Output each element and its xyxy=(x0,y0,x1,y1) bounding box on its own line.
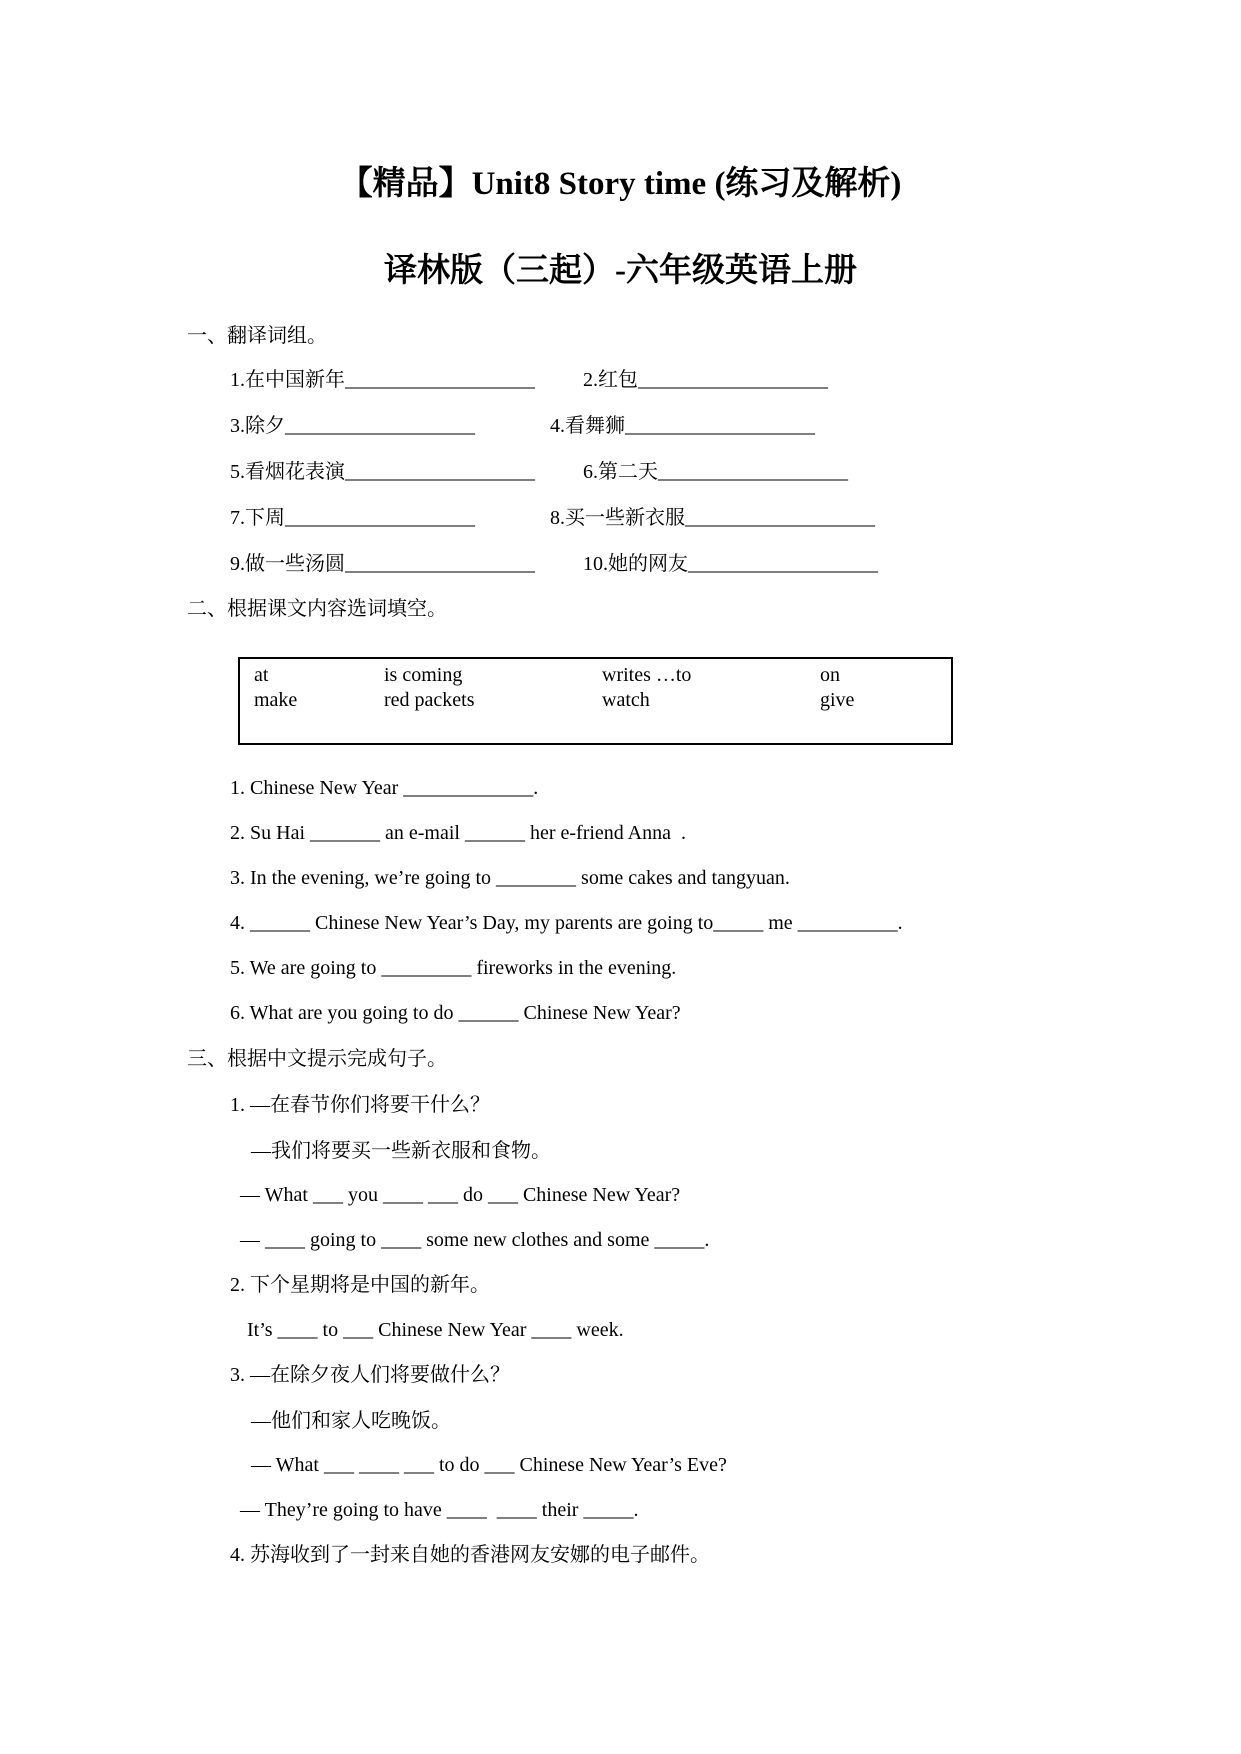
sentence-line: — What ___ ____ ___ to do ___ Chinese New Year’s Eve? xyxy=(251,1454,727,1476)
phrase-item: 10.她的网友___________________ xyxy=(583,553,878,575)
word-bank-word: watch xyxy=(602,689,650,711)
fill-blank-item: 6. What are you going to do ______ Chinese New Year? xyxy=(230,1002,681,1024)
sentence-line: —他们和家人吃晚饭。 xyxy=(251,1410,451,1432)
word-bank-word: give xyxy=(820,689,855,711)
sentence-line: —我们将要买一些新衣服和食物。 xyxy=(251,1140,551,1162)
sentence-line: — ____ going to ____ some new clothes and some _____. xyxy=(240,1229,710,1251)
phrase-item: 3.除夕___________________ xyxy=(230,415,475,437)
phrase-item: 7.下周___________________ xyxy=(230,507,475,529)
document-title: 【精品】Unit8 Story time (练习及解析) xyxy=(339,166,902,202)
phrase-item: 8.买一些新衣服___________________ xyxy=(550,507,875,529)
phrase-item: 2.红包___________________ xyxy=(583,369,828,391)
sentence-line: 1. —在春节你们将要干什么？ xyxy=(230,1094,490,1116)
fill-blank-item: 3. In the evening, we’re going to ________ some cakes and tangyuan. xyxy=(230,867,790,889)
word-bank-box xyxy=(238,657,953,745)
phrase-item: 5.看烟花表演___________________ xyxy=(230,461,535,483)
document-subtitle: 译林版（三起）-六年级英语上册 xyxy=(384,253,857,289)
word-bank-word: red packets xyxy=(384,689,475,711)
sentence-line: 3. —在除夕夜人们将要做什么？ xyxy=(230,1364,510,1386)
sentence-line: — They’re going to have ____ ____ their _____. xyxy=(240,1499,639,1521)
fill-blank-item: 4. ______ Chinese New Year’s Day, my parents are going to_____ me __________. xyxy=(230,912,903,934)
word-bank-word: at xyxy=(254,664,269,686)
sentence-line: 2. 下个星期将是中国的新年。 xyxy=(230,1274,490,1296)
sentence-line: — What ___ you ____ ___ do ___ Chinese New Year? xyxy=(240,1184,681,1206)
section1-heading: 一、翻译词组。 xyxy=(187,325,327,347)
fill-blank-item: 1. Chinese New Year _____________. xyxy=(230,777,539,799)
fill-blank-item: 2. Su Hai _______ an e-mail ______ her e-friend Anna . xyxy=(230,822,687,844)
phrase-item: 6.第二天___________________ xyxy=(583,461,848,483)
section2-heading: 二、根据课文内容选词填空。 xyxy=(187,598,447,620)
word-bank-word: writes …to xyxy=(602,664,692,686)
sentence-line: 4. 苏海收到了一封来自她的香港网友安娜的电子邮件。 xyxy=(230,1544,710,1566)
fill-blank-item: 5. We are going to _________ fireworks in the evening. xyxy=(230,957,677,979)
section3-heading: 三、根据中文提示完成句子。 xyxy=(187,1048,447,1070)
sentence-line: It’s ____ to ___ Chinese New Year ____ week. xyxy=(247,1319,624,1341)
word-bank-word: on xyxy=(820,664,840,686)
phrase-item: 9.做一些汤圆___________________ xyxy=(230,553,535,575)
word-bank-word: is coming xyxy=(384,664,463,686)
phrase-item: 1.在中国新年___________________ xyxy=(230,369,535,391)
phrase-item: 4.看舞狮___________________ xyxy=(550,415,815,437)
word-bank-word: make xyxy=(254,689,298,711)
